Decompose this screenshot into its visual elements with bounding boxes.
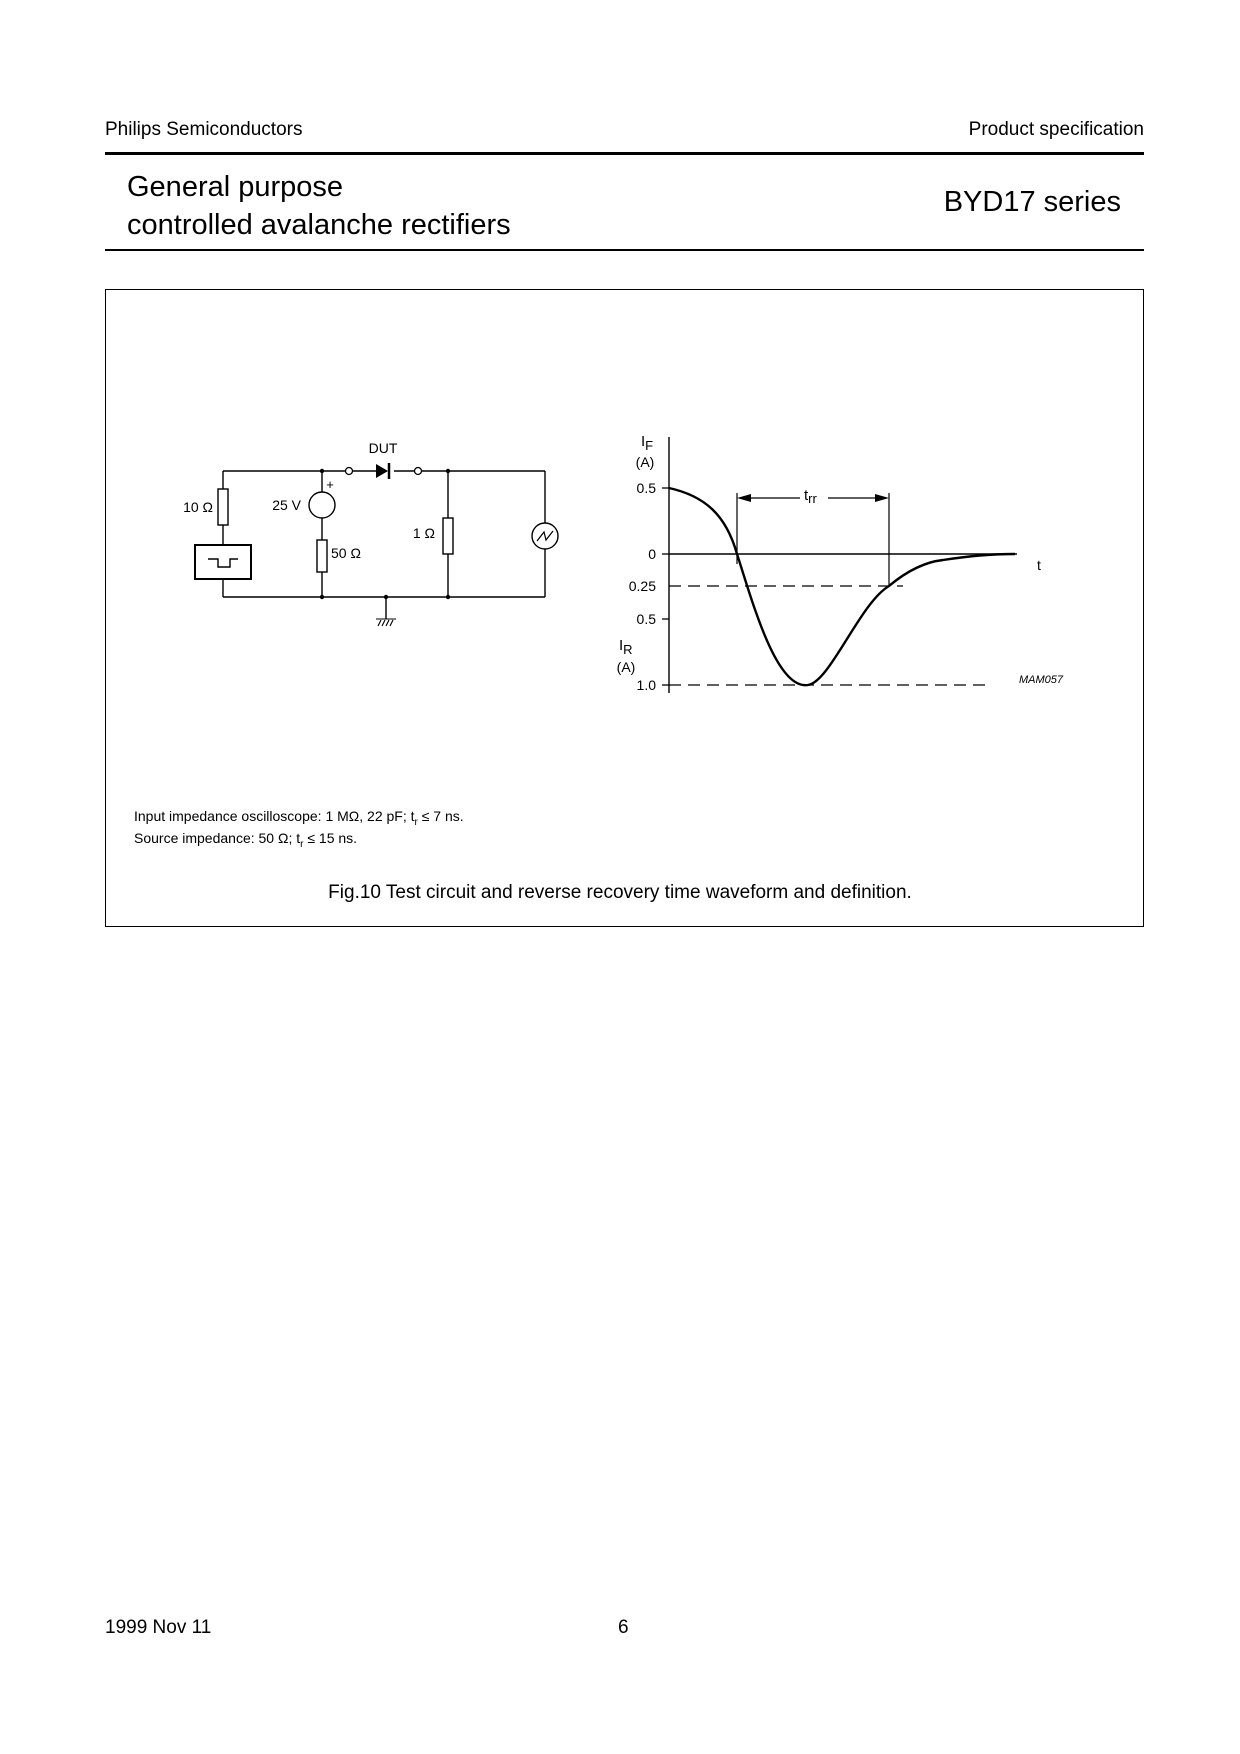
ir-label: IR [619, 637, 633, 657]
document-type: Product specification [968, 119, 1144, 140]
label-05-bottom: 0.5 [636, 611, 656, 627]
page-number: 6 [618, 1617, 629, 1638]
note-oscilloscope [134, 808, 464, 828]
product-series: BYD17 series [943, 186, 1121, 218]
v25-label: 25 V [272, 497, 301, 513]
note-2-sub: r [300, 838, 304, 850]
r10-label: 10 Ω [183, 499, 213, 515]
company-name: Philips Semiconductors [105, 119, 303, 140]
r50-label: 50 Ω [331, 545, 361, 561]
note-source [134, 830, 357, 850]
dut-label: DUT [368, 440, 398, 456]
footer-date: 1999 Nov 11 [105, 1617, 212, 1638]
if-label: IF [641, 433, 654, 453]
label-0: 0 [648, 546, 656, 562]
ir-unit: (A) [616, 659, 636, 675]
note-1-text: Input impedance oscilloscope: 1 MΩ, 22 pF; t [134, 808, 415, 824]
figure-caption: Fig.10 Test circuit and reverse recovery time waveform and definition. [328, 882, 912, 903]
note-2-tail: ≤ 15 ns. [303, 830, 358, 846]
title-line-2: controlled avalanche rectifiers [127, 209, 511, 241]
label-10: 1.0 [636, 677, 656, 693]
t-axis-label: t [1037, 557, 1041, 573]
r1-label: 1 Ω [412, 525, 435, 541]
note-1-sub: r [414, 816, 418, 828]
plus-label: + [326, 477, 334, 492]
label-05-top: 0.5 [636, 480, 656, 496]
label-025: 0.25 [628, 578, 656, 594]
if-unit: (A) [635, 454, 655, 470]
note-1-tail: ≤ 7 ns. [417, 808, 464, 824]
trr-label: trr [804, 487, 817, 506]
figure-code: MAM057 [1018, 674, 1063, 686]
title-line-1: General purpose [127, 171, 344, 203]
note-2-text: Source impedance: 50 Ω; t [134, 830, 301, 846]
